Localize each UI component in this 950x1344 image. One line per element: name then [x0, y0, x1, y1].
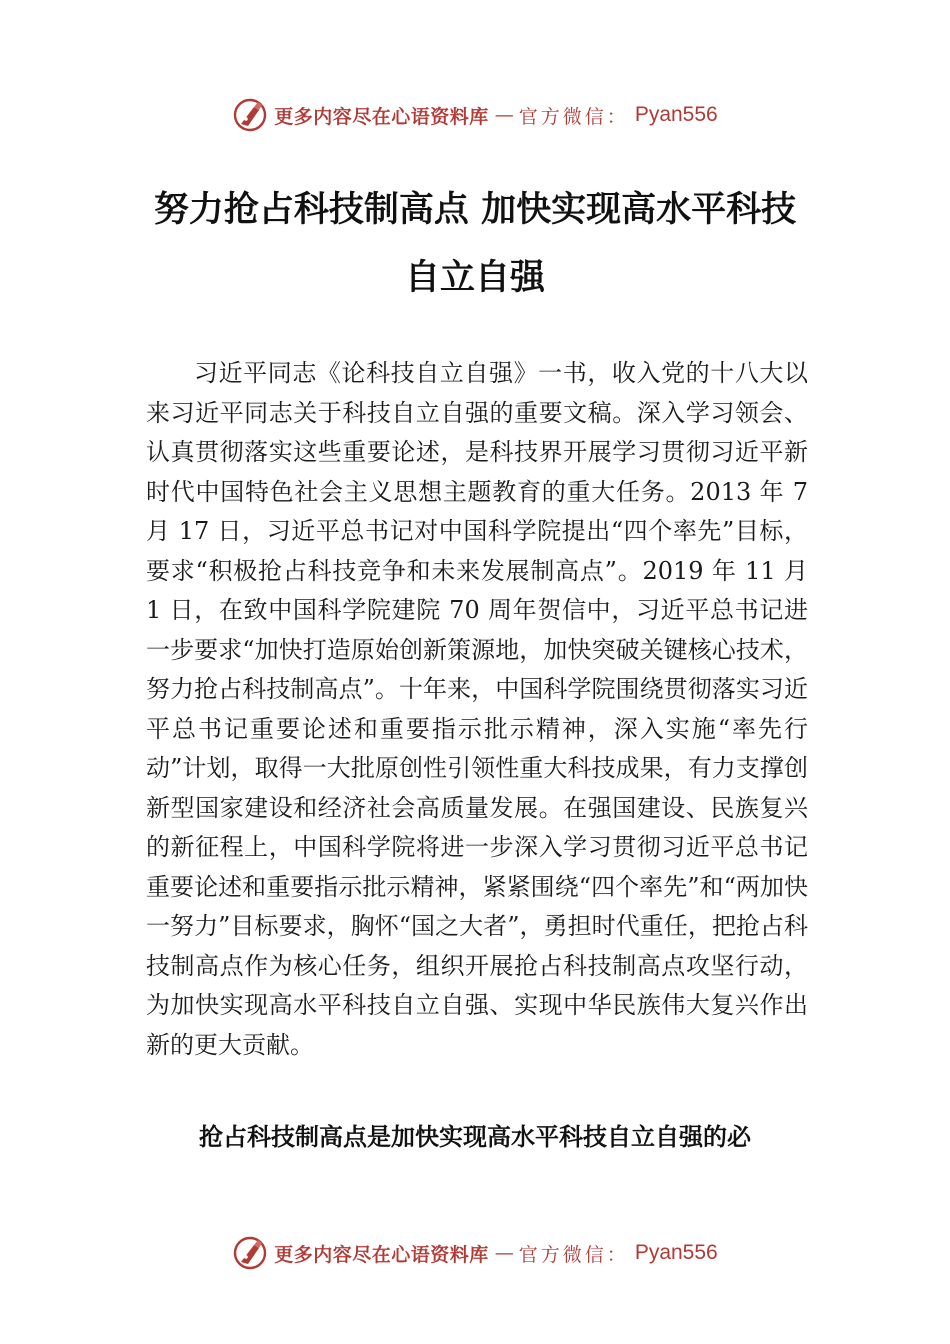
- header-watermark-banner: [0, 93, 950, 137]
- watermark-wechat-label: 官方微信：: [518, 105, 629, 128]
- article-title-line-2: 自立自强: [404, 257, 545, 298]
- article-paragraph-1: 习近平同志《论科技自立自强》一书，收入党的十八大以来习近平同志关于科技自立自强的重要文稿。深入学习领会、认真贯彻落实这些重要论述，是科技界开展学习贯彻习近平新时代中国特色社会主义思想主题教育的重大任务。2013 年 7 月 17 日，习近平总书记对中国科学院提出“四个率先”目标，要求“积极抢占科技竞争和未来发展制高点”。2019 年 11 月 1 日，在致中国科学院建院 70 周年贺信中，习近平总书记进一步要求“加快打造原始创新策源地，加快突破关键核心技术，努力抢占科技制高点”。十年来，中国科学院围绕贯彻落实习近平总书记重要论述和重要指示批示精神，深入实施“率先行动”计划，取得一大批原创性引领性重大科技成果，有力支撑创新型国家建设和经济社会高质量发展。在强国建设、民族复兴的新征程上，中国科学院将进一步深入学习贯彻习近平总书记重要论述和重要指示批示精神，紧紧围绕“四个率先”和“两加快一努力”目标要求，胸怀“国之大者”，勇担时代重任，把抢占科技制高点作为核心任务，组织开展抢占科技制高点攻坚行动，为加快实现高水平科技自立自强、实现中华民族伟大复兴作出新的更大贡献。: [146, 359, 808, 1059]
- watermark-brand-text: 更多内容尽在心语资料库: [274, 1243, 489, 1266]
- section-subheading: 抢占科技制高点是加快实现高水平科技自立自强的必: [199, 1124, 751, 1151]
- footer-watermark-banner: [0, 1231, 950, 1275]
- article-title-line-1: 努力抢占科技制高点 加快实现高水平科技: [153, 189, 797, 230]
- pen-nib-logo-icon: [232, 1235, 268, 1271]
- watermark-separator: —: [494, 1242, 513, 1264]
- watermark-brand-text: 更多内容尽在心语资料库: [274, 105, 489, 128]
- watermark-separator: —: [494, 104, 513, 126]
- watermark-wechat-label: 官方微信：: [518, 1243, 629, 1266]
- pen-nib-logo-icon: [232, 97, 268, 133]
- watermark-wechat-id: Pyan556: [634, 1241, 718, 1264]
- watermark-wechat-id: Pyan556: [634, 103, 718, 126]
